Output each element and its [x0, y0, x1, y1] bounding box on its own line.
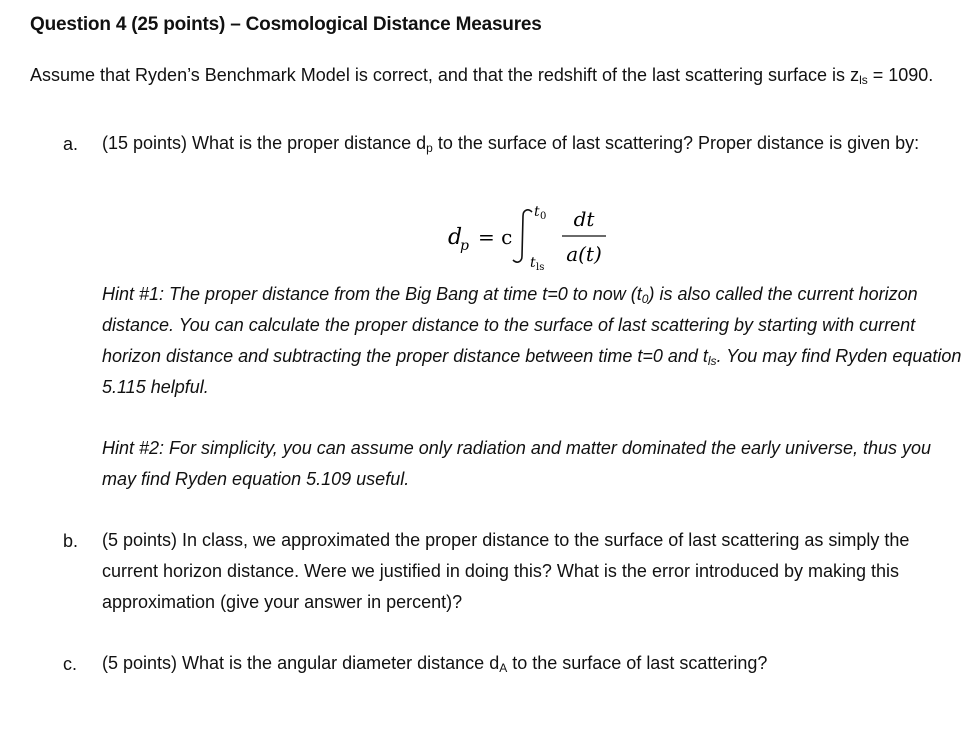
hint-2: Hint #2: For simplicity, you can assume only radiation and matter dominated the early universe, thus you may find Ryden equation 5.109 useful. — [102, 438, 932, 489]
proper-distance-formula — [446, 200, 626, 272]
proper-distance-subscript: p — [426, 141, 433, 155]
angular-distance-subscript: A — [499, 661, 508, 675]
redshift-subscript: ls — [859, 73, 868, 87]
fraction-numerator: dt — [573, 207, 595, 231]
hint-1-t0-subscript: 0 — [641, 292, 649, 306]
part-a-text-1: (15 points) What is the proper distance d — [102, 133, 427, 153]
integral-upper-limit: t — [534, 204, 540, 220]
formula-lhs: d — [448, 225, 463, 250]
hint-1-text-3: . You may find Ryden equation 5.115 helpful. — [102, 346, 962, 397]
part-a-text-2: to the surface of last scattering? Proper distance is given by: — [432, 133, 920, 153]
part-c-label: c. — [63, 654, 78, 674]
part-b-label: b. — [63, 531, 79, 551]
part-c-question — [102, 648, 962, 679]
part-b-question: (5 points) In class, we approximated the proper distance to the surface of last scattering as simply the current horizon distance. Were we justified in doing this? What is the error introduced by making this approximation (give your answer in percent)? — [102, 530, 910, 612]
redshift-symbol: z — [850, 65, 860, 85]
integral-lower-limit-subscript: ls — [536, 262, 545, 273]
hint-1-text-2: ) is also called the current horizon distance. You can calculate the proper distance to the surface of last scattering by starting with current horizon distance and subtracting the proper distance between time t=0 and t — [102, 284, 918, 366]
intro-text: Assume that Ryden’s Benchmark Model is correct, and that the redshift of the last scattering surface is — [30, 65, 846, 85]
integral-lower-limit: t — [530, 255, 536, 271]
hint-1-text-1: Hint #1: The proper distance from the Big Bang at time t=0 to now (t — [102, 284, 642, 304]
integral-upper-limit-subscript: 0 — [540, 211, 547, 222]
formula-graphic — [446, 200, 626, 272]
question-title: Question 4 (25 points) – Cosmological Distance Measures — [30, 14, 542, 35]
hint-1-tls-subscript: ls — [707, 354, 717, 368]
part-a-label: a. — [63, 134, 79, 154]
redshift-value: = 1090. — [867, 65, 934, 85]
formula-lhs-subscript: p — [460, 238, 469, 254]
fraction-denominator: a(t) — [566, 242, 602, 266]
part-c-text-1: (5 points) What is the angular diameter distance d — [102, 653, 500, 673]
part-c-text-2: to the surface of last scattering? — [507, 653, 768, 673]
question-intro — [30, 60, 960, 91]
part-a-question — [102, 128, 952, 159]
formula-equals-c: = c — [478, 225, 513, 249]
hint-1 — [102, 279, 972, 403]
